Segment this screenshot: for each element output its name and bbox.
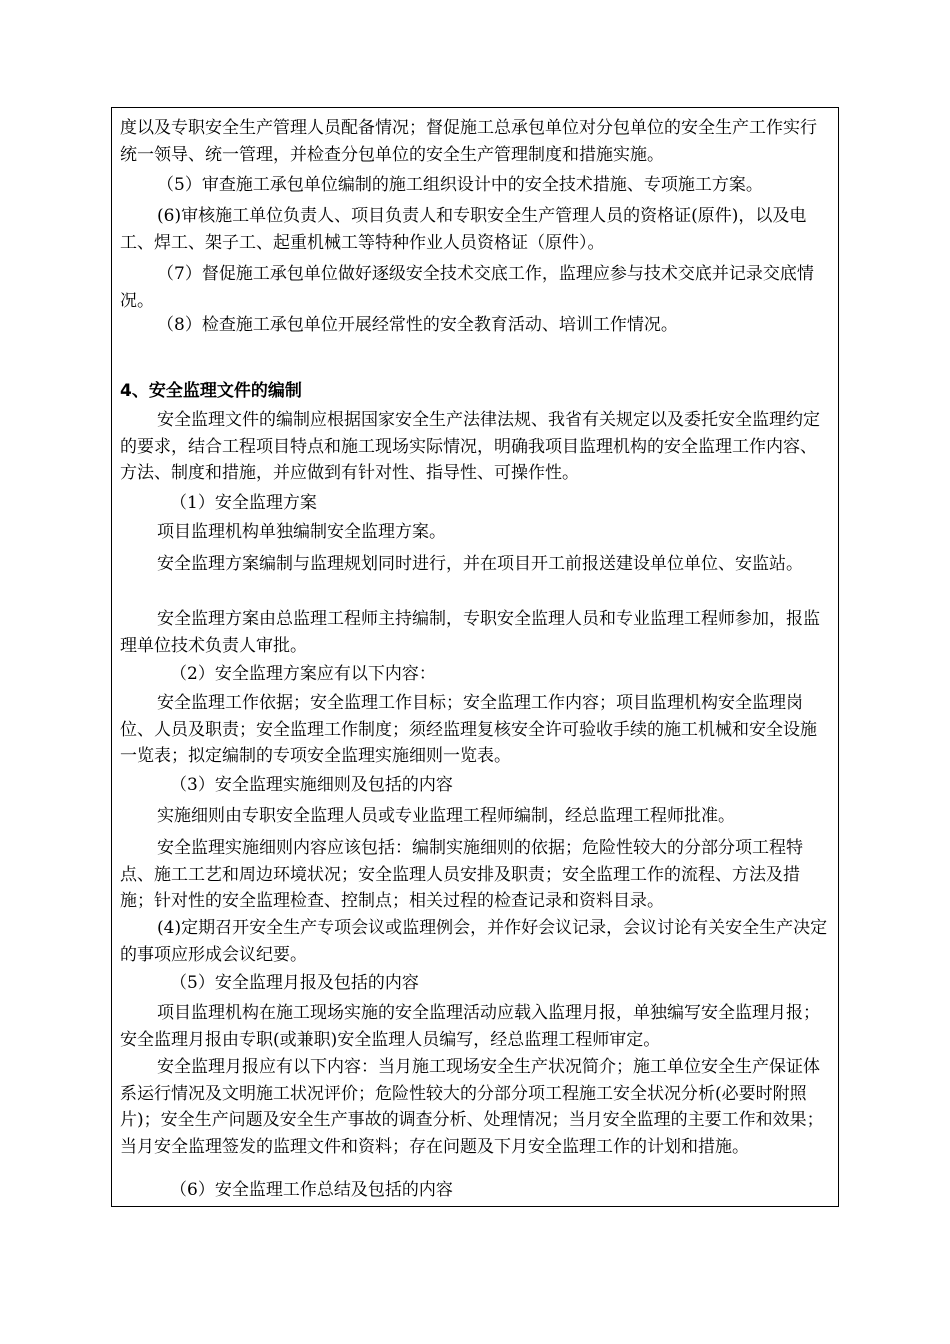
paragraph-report-2: 安全监理月报应有以下内容：当月施工现场安全生产状况简介；施工单位安全生产保证体系运行情况及文明施工状况评价；危险性较大的分部分项工程施工安全状况分析(必要时附照片)；安全生产问题及安全生产事故的调查分析、处理情况；当月安全监理的主要工作和效果；当月安全监理签发的监理文件和资料；存在问题及下月安全监理工作的计划和措施。 [120,1057,824,1157]
paragraph-item-7: （7）督促施工承包单位做好逐级安全技术交底工作，监理应参与技术交底并记录交底情况。 [120,264,814,311]
paragraph-rules-1: 实施细则由专职安全监理人员或专业监理工程师编制，经总监理工程师批准。 [157,806,735,826]
section-heading: 4、安全监理文件的编制 [120,381,302,401]
paragraph-rules-2: 安全监理实施细则内容应该包括：编制实施细则的依据；危险性较大的分部分项工程特点、施工工艺和周边环境状况；安全监理人员安排及职责；安全监理工作的流程、方法及措施；针对性的安全监理检查、控制点；相关过程的检查记录和资料目录。 [120,838,803,911]
paragraph-plan-content: 安全监理工作依据；安全监理工作目标；安全监理工作内容；项目监理机构安全监理岗位、人员及职责；安全监理工作制度；须经监理复核安全许可验收手续的施工机械和安全设施一览表；拟定编制的专项安全监理实施细则一览表。 [120,693,817,766]
paragraph-report-1: 项目监理机构在施工现场实施的安全监理活动应载入监理月报，单独编写安全监理月报；安全监理月报由专职(或兼职)安全监理人员编写，经总监理工程师审定。 [120,1003,820,1050]
paragraph-plan-2: 安全监理方案编制与监理规划同时进行，并在项目开工前报送建设单位单位、安监站。 [157,554,803,574]
paragraph-item-6: (6)审核施工单位负责人、项目负责人和专职安全生产管理人员的资格证(原件)，以及电工、焊工、架子工、起重机械工等特种作业人员资格证（原件）。 [120,206,807,253]
paragraph-item-5: （5）审查施工承包单位编制的施工组织设计中的安全技术措施、专项施工方案。 [157,175,763,195]
subheading-plan-content: （2）安全监理方案应有以下内容： [170,664,436,684]
paragraph-item-8: （8）检查施工承包单位开展经常性的安全教育活动、培训工作情况。 [157,315,678,335]
subheading-rules: （3）安全监理实施细则及包括的内容 [170,775,453,795]
subheading-summary: （6）安全监理工作总结及包括的内容 [170,1180,453,1200]
paragraph-intro: 安全监理文件的编制应根据国家安全生产法律法规、我省有关规定以及委托安全监理约定的要求，结合工程项目特点和施工现场实际情况，明确我项目监理机构的安全监理工作内容、方法、制度和措施，并应做到有针对性、指导性、可操作性。 [120,410,820,483]
paragraph-plan-1: 项目监理机构单独编制安全监理方案。 [157,522,446,542]
paragraph-item-4-meetings: (4)定期召开安全生产专项会议或监理例会，并作好会议记录，会议讨论有关安全生产决定的事项应形成会议纪要。 [120,918,828,965]
paragraph-continuation: 度以及专职安全生产管理人员配备情况；督促施工总承包单位对分包单位的安全生产工作实行统一领导、统一管理，并检查分包单位的安全生产管理制度和措施实施。 [120,118,817,165]
subheading-monthly-report: （5）安全监理月报及包括的内容 [170,973,419,993]
subheading-plan: （1）安全监理方案 [170,493,317,513]
paragraph-plan-3: 安全监理方案由总监理工程师主持编制，专职安全监理人员和专业监理工程师参加，报监理单位技术负责人审批。 [120,609,820,656]
